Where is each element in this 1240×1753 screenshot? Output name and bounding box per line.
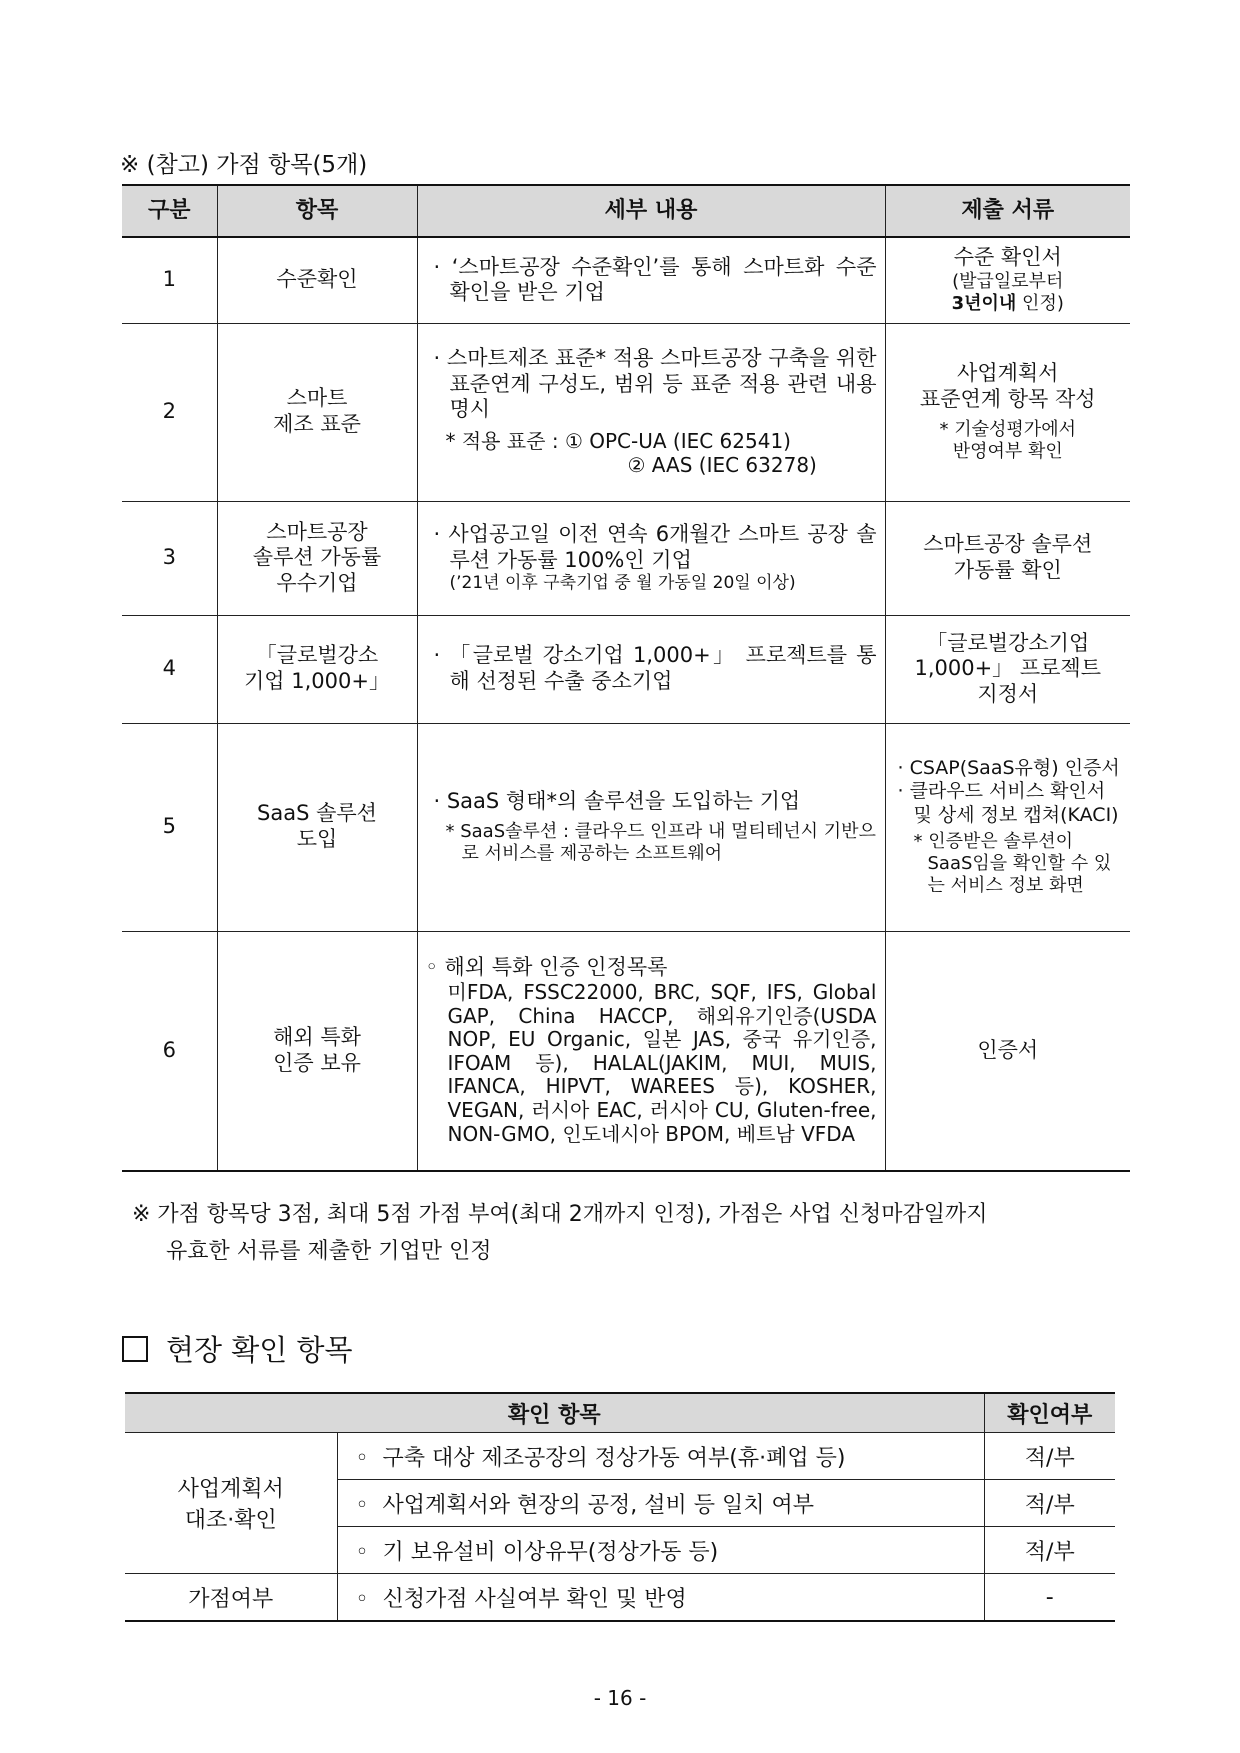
check-result: 적/부 xyxy=(984,1480,1115,1527)
header-check-item: 확인 항목 xyxy=(125,1393,984,1433)
row-number: 4 xyxy=(122,615,217,723)
check-result: - xyxy=(984,1574,1115,1622)
row-item: 수준확인 xyxy=(217,237,417,323)
table-row xyxy=(122,501,1130,615)
checkbox-square-icon xyxy=(122,1336,148,1362)
table-row xyxy=(122,931,1130,1171)
check-result: 적/부 xyxy=(984,1527,1115,1574)
row-detail: · ‘스마트공장 수준확인’를 통해 스마트화 수준 확인을 받은 기업 xyxy=(417,237,885,323)
page-number: - 16 - xyxy=(593,1686,647,1710)
row-item: 스마트공장 솔루션 가동률 우수기업 xyxy=(217,501,417,615)
table-row xyxy=(122,615,1130,723)
row-number: 6 xyxy=(122,931,217,1171)
table-row xyxy=(125,1433,1115,1480)
row-item: 스마트 제조 표준 xyxy=(217,323,417,501)
bonus-items-table xyxy=(122,184,1130,1172)
row-detail: · SaaS 형태*의 솔루션을 도입하는 기업 * SaaS솔루션 : 클라우드 인프라 내 멀티테넌시 기반으로 서비스를 제공하는 소프트웨어 xyxy=(417,723,885,931)
row-documents: 사업계획서 표준연계 항목 작성 * 기술성평가에서 반영여부 확인 xyxy=(885,323,1130,501)
check-item: ◦ 신청가점 사실여부 확인 및 반영 xyxy=(337,1574,984,1622)
row-documents: 「글로벌강소기업 1,000+」 프로젝트 지정서 xyxy=(885,615,1130,723)
row-item: 해외 특화 인증 보유 xyxy=(217,931,417,1171)
check-item: ◦ 기 보유설비 이상유무(정상가동 등) xyxy=(337,1527,984,1574)
section-title: 현장 확인 항목 xyxy=(166,1333,353,1367)
row-detail: ◦ 해외 특화 인증 인정목록 미FDA, FSSC22000, BRC, SQF, IFS, Global GAP, China HACCP, 해외유기인증(USDA NOP, EU Organic, 일본 JAS, 중국 유기인증, IFOAM 등), HALAL(JAKIM, MUI, MUIS, IFANCA, HIPVT, WAREES 등), KOSHER, VEGAN, 러시아 EAC, 러시아 CU, Gluten-free, NON-GMO, 인도네시아 BPOM, 베트남 VFDA xyxy=(417,931,885,1171)
header-documents: 제출 서류 xyxy=(885,185,1130,237)
group-label: 사업계획서 대조·확인 xyxy=(125,1433,337,1574)
row-documents: 스마트공장 솔루션 가동률 확인 xyxy=(885,501,1130,615)
table-row xyxy=(125,1574,1115,1622)
check-result: 적/부 xyxy=(984,1433,1115,1480)
row-documents: · CSAP(SaaS유형) 인증서 · 클라우드 서비스 확인서 및 상세 정보 캡쳐(KACI) * 인증받은 솔루션이 SaaS임을 확인할 수 있는 서비스 정보 화면 xyxy=(885,723,1130,931)
row-detail: · 사업공고일 이전 연속 6개월간 스마트 공장 솔루션 가동률 100%인 기업 (’21년 이후 구축기업 중 월 가동일 20일 이상) xyxy=(417,501,885,615)
row-documents: 수준 확인서 (발급일로부터 3년이내 인정) xyxy=(885,237,1130,323)
site-check-table xyxy=(125,1392,1115,1622)
row-detail: · 스마트제조 표준* 적용 스마트공장 구축을 위한 표준연계 구성도, 범위 등 표준 적용 관련 내용 명시 * 적용 표준 : ① OPC-UA (IEC 62541) ② AAS (IEC 63278) xyxy=(417,323,885,501)
header-detail: 세부 내용 xyxy=(417,185,885,237)
bonus-footnote: ※ 가점 항목당 3점, 최대 5점 가점 부여(최대 2개까지 인정), 가점은 사업 신청마감일까지 유효한 서류를 제출한 기업만 인정 xyxy=(132,1202,988,1265)
table-row xyxy=(122,723,1130,931)
table-row xyxy=(122,237,1130,323)
row-item: 「글로벌강소 기업 1,000+」 xyxy=(217,615,417,723)
row-number: 3 xyxy=(122,501,217,615)
row-number: 1 xyxy=(122,237,217,323)
row-detail: · 「글로벌 강소기업 1,000+」 프로젝트를 통해 선정된 수출 중소기업 xyxy=(417,615,885,723)
group-label: 가점여부 xyxy=(125,1574,337,1622)
row-item: SaaS 솔루션 도입 xyxy=(217,723,417,931)
reference-title: ※ (참고) 가점 항목(5개) xyxy=(120,152,368,178)
row-number: 5 xyxy=(122,723,217,931)
header-category: 구분 xyxy=(122,185,217,237)
check-item: ◦ 사업계획서와 현장의 공정, 설비 등 일치 여부 xyxy=(337,1480,984,1527)
row-number: 2 xyxy=(122,323,217,501)
check-table-header xyxy=(125,1393,1115,1433)
header-item: 항목 xyxy=(217,185,417,237)
check-item: ◦ 구축 대상 제조공장의 정상가동 여부(휴·폐업 등) xyxy=(337,1433,984,1480)
header-check-result: 확인여부 xyxy=(984,1393,1115,1433)
table-row xyxy=(122,323,1130,501)
certification-list: 미FDA, FSSC22000, BRC, SQF, IFS, Global GAP, China HACCP, 해외유기인증(USDA NOP, EU Organic, 일본 JAS, 중국 유기인증, IFOAM 등), HALAL(JAKIM, MUI, MUIS, IFANCA, HIPVT, WAREES 등), KOSHER, VEGAN, 러시아 EAC, 러시아 CU, Gluten-free, NON-GMO, 인도네시아 BPOM, 베트남 VFDA xyxy=(447,979,877,1146)
section-heading xyxy=(122,1328,353,1369)
row-documents: 인증서 xyxy=(885,931,1130,1171)
bonus-table-header xyxy=(122,185,1130,237)
